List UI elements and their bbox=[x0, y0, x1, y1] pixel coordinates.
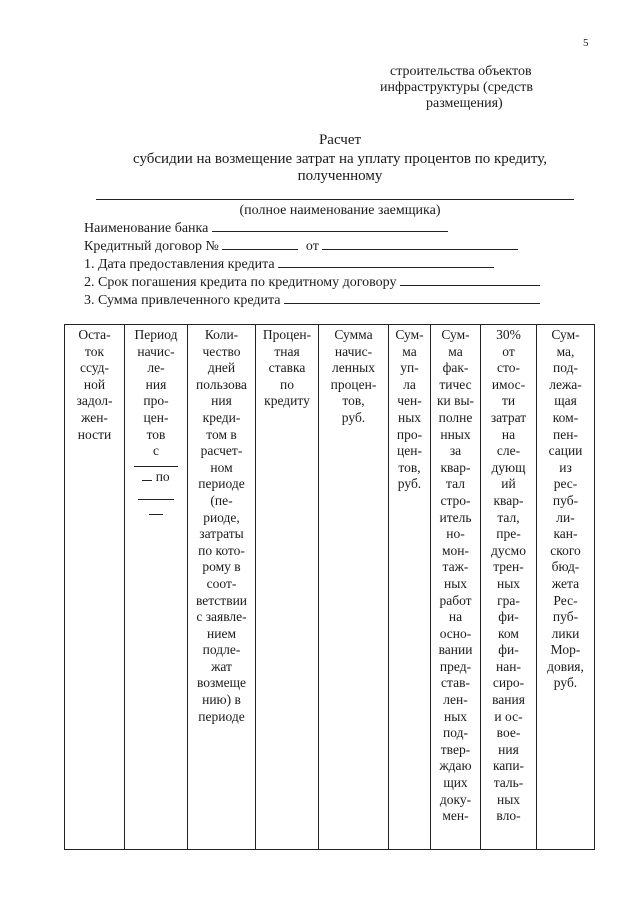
bank-name-field bbox=[84, 221, 448, 237]
table-header-cell bbox=[188, 325, 256, 850]
column-header-line: нию) в bbox=[202, 692, 241, 708]
column-header-line: Рес- bbox=[553, 592, 578, 608]
column-header-line: ского bbox=[550, 542, 581, 558]
column-header-line: Период bbox=[134, 327, 178, 342]
subsidy-calculation-table bbox=[64, 324, 595, 850]
column-header-line: трен- bbox=[493, 559, 524, 575]
column-header-line: ния bbox=[211, 393, 232, 409]
column-header-line: с заявле- bbox=[196, 609, 247, 625]
column-header-line: нием bbox=[207, 625, 236, 641]
column-header-line: (пе- bbox=[210, 492, 233, 508]
table-header-cell bbox=[65, 325, 125, 850]
column-header-line: ной bbox=[83, 376, 106, 392]
column-header-line: Сум- bbox=[551, 327, 580, 342]
repayment-term-blank bbox=[400, 285, 540, 286]
column-header-line: тная bbox=[274, 343, 300, 359]
column-header-line: от bbox=[502, 343, 515, 359]
column-header-line: сиро- bbox=[492, 675, 525, 691]
column-header-line: периоде bbox=[198, 708, 245, 724]
header-line: строительства объектов bbox=[390, 64, 532, 79]
repayment-term-field bbox=[84, 275, 540, 291]
column-header-line: задол- bbox=[76, 393, 113, 409]
column-header-line: стро- bbox=[440, 492, 471, 508]
column-header-line: процен- bbox=[330, 376, 377, 392]
period-to-prefix-blank bbox=[142, 480, 152, 481]
column-header-line: сации bbox=[548, 443, 583, 459]
column-header-line: ма, bbox=[556, 343, 575, 359]
column-header-line: сле- bbox=[496, 443, 521, 459]
column-header-line: ком- bbox=[552, 409, 579, 425]
column-header-line: периоде bbox=[198, 476, 245, 492]
column-header-line: на bbox=[448, 609, 463, 625]
period-to-blank-short bbox=[149, 514, 163, 515]
column-header-line: Процен- bbox=[262, 327, 312, 342]
column-header-line: ий bbox=[501, 476, 516, 492]
column-header-line: ности bbox=[77, 426, 112, 442]
column-header-line: тов, bbox=[398, 459, 421, 475]
column-header-line: щих bbox=[443, 775, 468, 791]
column-header-line: соот- bbox=[206, 575, 237, 591]
column-header-line: ток bbox=[84, 343, 105, 359]
column-header-line: таж- bbox=[442, 559, 469, 575]
column-header-line: щая bbox=[554, 393, 577, 409]
column-header-line: ли- bbox=[556, 509, 575, 525]
column-header-line: ма bbox=[448, 343, 463, 359]
table-header-cell bbox=[125, 325, 188, 850]
bank-name-label: Наименование банка bbox=[84, 221, 209, 236]
column-header-line: ном bbox=[210, 459, 233, 475]
credit-contract-label: Кредитный договор № bbox=[84, 239, 219, 254]
column-header-line: мен- bbox=[442, 808, 469, 824]
column-header-line: фак- bbox=[442, 360, 469, 376]
column-header-line: тов bbox=[146, 426, 166, 442]
column-header-line: тов, bbox=[342, 393, 365, 409]
table-header-row bbox=[65, 325, 595, 850]
column-header-line: вания bbox=[492, 692, 525, 708]
column-header-line: ждаю bbox=[439, 758, 472, 774]
column-header-line: цен- bbox=[397, 443, 422, 459]
column-header-line: ных bbox=[443, 708, 468, 724]
column-header-line: итель bbox=[439, 509, 472, 525]
column-header-line: тал bbox=[446, 476, 465, 492]
column-header-line: Сум- bbox=[441, 327, 470, 342]
period-to-label: по bbox=[155, 468, 170, 484]
column-header-line: пен- bbox=[553, 426, 578, 442]
column-header-line: ком bbox=[498, 625, 519, 641]
column-header-line: под- bbox=[553, 360, 578, 376]
table-header-cell bbox=[256, 325, 319, 850]
column-header-line: начис- bbox=[334, 343, 373, 359]
table-header-cell bbox=[481, 325, 537, 850]
table-header-cell bbox=[389, 325, 431, 850]
column-header-line: ле- bbox=[147, 360, 165, 376]
column-header-line: затраты bbox=[199, 526, 244, 542]
column-header-line: ветствии bbox=[195, 592, 248, 608]
column-header-line: став- bbox=[441, 675, 470, 691]
column-header-line: с bbox=[153, 443, 159, 459]
column-header-line: про- bbox=[143, 393, 169, 409]
column-header-line: пуб- bbox=[552, 609, 579, 625]
column-header-line: фи- bbox=[498, 642, 519, 658]
column-header-line: лики bbox=[551, 625, 580, 641]
column-header-line: и ос- bbox=[494, 708, 523, 724]
column-header-line: рому в bbox=[202, 559, 241, 575]
column-header-line: пре- bbox=[496, 526, 521, 542]
column-header-line: гра- bbox=[497, 592, 520, 608]
column-header-line: квар- bbox=[493, 492, 524, 508]
column-header-line: фи- bbox=[498, 609, 519, 625]
column-header-line: вании bbox=[438, 642, 473, 658]
column-header-line: том в bbox=[206, 426, 237, 442]
column-header-line: пред- bbox=[439, 658, 472, 674]
column-header-line: 30% bbox=[496, 327, 521, 342]
column-header-line: цен- bbox=[143, 409, 169, 425]
column-header-line: капи- bbox=[492, 758, 525, 774]
column-header-line: рес- bbox=[553, 476, 578, 492]
column-header-line: ния bbox=[145, 376, 167, 392]
page-number: 5 bbox=[583, 37, 589, 49]
column-header-line: Оста- bbox=[78, 327, 111, 342]
column-header-line: по кото- bbox=[198, 542, 245, 558]
column-header-line: затрат bbox=[490, 409, 527, 425]
column-header-line: работ bbox=[439, 592, 472, 608]
column-header-line: креди- bbox=[202, 409, 241, 425]
column-header-line: про- bbox=[396, 426, 423, 442]
column-header-line: доку- bbox=[439, 791, 472, 807]
column-header-line: вло- bbox=[496, 808, 521, 824]
column-header-line: жен- bbox=[81, 409, 108, 425]
borrower-caption: (полное наименование заемщика) bbox=[239, 203, 441, 218]
column-header-line: тичес bbox=[439, 376, 472, 392]
column-header-line: чен- bbox=[397, 393, 422, 409]
column-header-line: возмеще bbox=[196, 675, 247, 691]
column-header-line: жета bbox=[551, 575, 580, 591]
column-header-line: ных bbox=[496, 575, 521, 591]
document-subtitle-line: полученному bbox=[297, 168, 383, 184]
period-to-blank bbox=[138, 499, 174, 500]
column-header-line: ма bbox=[402, 343, 417, 359]
column-header-line: уп- bbox=[400, 360, 419, 376]
column-header-line: лежа- bbox=[549, 376, 582, 392]
issue-date-field bbox=[84, 257, 494, 273]
header-line: размещения) bbox=[426, 96, 503, 111]
column-header-line: на bbox=[501, 426, 516, 442]
credit-amount-blank bbox=[284, 303, 540, 304]
column-header-line: сто- bbox=[497, 360, 520, 376]
column-header-line: твер- bbox=[440, 741, 471, 757]
column-header-line: Коли- bbox=[204, 327, 239, 342]
column-header-line: кан- bbox=[553, 526, 578, 542]
column-header-line: ссуд- bbox=[79, 360, 110, 376]
issue-date-blank bbox=[278, 267, 494, 268]
column-header-line: таль- bbox=[493, 775, 524, 791]
column-header-line: кредиту bbox=[264, 393, 310, 409]
column-header-line: руб. bbox=[341, 409, 366, 425]
column-header-line: нных bbox=[440, 426, 471, 442]
column-header-line: ла bbox=[403, 376, 416, 392]
column-header-line: чество bbox=[202, 343, 241, 359]
column-header-line: нан- bbox=[496, 658, 521, 674]
bank-name-blank bbox=[212, 231, 448, 232]
column-header-line: из bbox=[559, 459, 572, 475]
column-header-line: ки вы- bbox=[436, 393, 475, 409]
column-header-line: по bbox=[280, 376, 294, 392]
column-header-line: пользова bbox=[196, 376, 247, 392]
column-header-line: начис- bbox=[137, 343, 175, 359]
column-header-line: расчет- bbox=[200, 443, 243, 459]
column-header-line: тал, bbox=[497, 509, 520, 525]
column-header-line: ных bbox=[443, 575, 468, 591]
column-header-line: пуб- bbox=[552, 492, 579, 508]
column-header-line: ленных bbox=[332, 360, 375, 376]
column-header-line: имос- bbox=[491, 376, 526, 392]
column-header-line: но- bbox=[446, 526, 465, 542]
column-header-line: ния bbox=[498, 741, 519, 757]
column-header-line: за bbox=[449, 443, 462, 459]
column-header-line: руб. bbox=[553, 675, 578, 691]
column-header-line: риоде, bbox=[203, 509, 240, 525]
column-header-line: ставка bbox=[268, 360, 306, 376]
column-header-line: ных bbox=[496, 791, 521, 807]
period-from-blank bbox=[134, 466, 178, 467]
credit-amount-label: 3. Сумма привлеченного кредита bbox=[84, 293, 281, 308]
table-header-cell bbox=[537, 325, 595, 850]
column-header-line: мон- bbox=[441, 542, 469, 558]
column-header-line: дней bbox=[207, 360, 236, 376]
column-header-line: под- bbox=[443, 725, 468, 741]
table-header-cell bbox=[319, 325, 389, 850]
document-title: Расчет bbox=[318, 132, 362, 148]
repayment-term-label: 2. Срок погашения кредита по кредитному договору bbox=[84, 275, 397, 290]
column-header-line: вое- bbox=[496, 725, 521, 741]
credit-amount-field bbox=[84, 293, 540, 309]
contract-date-label: от bbox=[305, 239, 319, 254]
column-header-line: осно- bbox=[439, 625, 472, 641]
column-header-line: довия, bbox=[547, 658, 584, 674]
column-header-line: подле- bbox=[202, 642, 241, 658]
table-header-cell bbox=[431, 325, 481, 850]
credit-contract-field bbox=[84, 239, 518, 255]
column-header-line: Мор- bbox=[550, 642, 581, 658]
header-line: инфраструктуры (средств bbox=[380, 80, 534, 95]
column-header-line: ных bbox=[397, 409, 422, 425]
borrower-name-line bbox=[96, 199, 574, 200]
column-header-line: руб. bbox=[397, 476, 422, 492]
column-header-line: дусмо bbox=[491, 542, 526, 558]
contract-number-blank bbox=[222, 249, 298, 250]
column-header-line: Сум- bbox=[395, 327, 424, 342]
contract-date-blank bbox=[322, 249, 518, 250]
issue-date-label: 1. Дата предоставления кредита bbox=[84, 257, 275, 272]
period-to-row bbox=[126, 469, 186, 486]
column-header-line: дующ bbox=[491, 459, 526, 475]
column-header-line: Сумма bbox=[334, 327, 373, 342]
column-header-line: лен- bbox=[443, 692, 468, 708]
column-header-line: ти bbox=[501, 393, 516, 409]
column-header-line: жат bbox=[211, 658, 232, 674]
column-header-line: бюд- bbox=[551, 559, 580, 575]
column-header-line: квар- bbox=[440, 459, 471, 475]
document-subtitle-line: субсидии на возмещение затрат на уплату процентов по кредиту, bbox=[132, 151, 548, 167]
column-header-line: полне bbox=[438, 409, 473, 425]
